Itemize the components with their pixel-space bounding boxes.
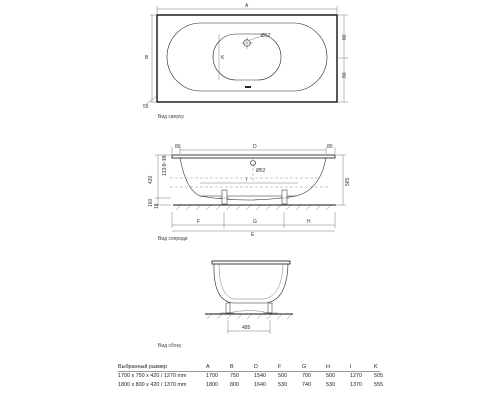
cell-k: 555 xyxy=(374,382,383,388)
header-d: D xyxy=(254,364,258,370)
header-a: A xyxy=(206,364,210,370)
k-dimension-label: K xyxy=(221,55,225,61)
cell-h: 530 xyxy=(326,382,335,388)
h-dimension-label: H xyxy=(307,219,311,225)
header-selected-size: Выбранный размер xyxy=(118,364,167,370)
front-view xyxy=(148,144,351,242)
side-body xyxy=(214,264,288,303)
tub-inner-basin xyxy=(167,23,327,91)
table-row xyxy=(118,373,398,382)
cell-i: 1270 xyxy=(350,373,362,379)
specs-table xyxy=(118,364,398,391)
top-view xyxy=(143,3,348,120)
row-size: 1800 x 800 x 420 / 1370 mm xyxy=(118,382,187,388)
front-dim-565: 565 xyxy=(345,177,351,186)
front-rim xyxy=(172,155,335,158)
side-leg-left xyxy=(226,303,230,313)
header-i: I xyxy=(350,364,352,370)
cell-d: 1640 xyxy=(254,382,266,388)
header-f: F xyxy=(278,364,282,370)
side-dim-485: 485 xyxy=(242,325,251,331)
right-dim-80-bottom: 80 xyxy=(342,72,348,78)
row-size: 1700 x 750 x 420 / 1270 mm xyxy=(118,373,187,379)
side-view-caption: Вид сбоку xyxy=(158,343,182,349)
front-dim-133-5: 133,5 xyxy=(162,163,168,176)
front-leg-right xyxy=(282,190,287,204)
e-dimension-label: E xyxy=(251,232,255,238)
cell-i: 1370 xyxy=(350,382,362,388)
cell-d: 1540 xyxy=(254,373,266,379)
cell-h: 500 xyxy=(326,373,335,379)
front-dim-80-left: 80 xyxy=(175,144,181,150)
cell-k: 505 xyxy=(374,373,383,379)
drain-diameter-label: Ø52 xyxy=(261,33,271,39)
a-dimension-label: A xyxy=(245,3,249,9)
cell-a: 1800 xyxy=(206,382,218,388)
b-dimension-label: B xyxy=(145,55,149,61)
header-h: H xyxy=(326,364,330,370)
cell-a: 1700 xyxy=(206,373,218,379)
right-dim-80-top: 80 xyxy=(342,34,348,40)
corner-dim-55: 55 xyxy=(143,104,149,110)
f-dimension-label: F xyxy=(197,219,201,225)
front-overflow-diameter: Ø52 xyxy=(256,168,266,174)
side-rim xyxy=(212,261,290,264)
table-header-row xyxy=(118,364,398,373)
side-view xyxy=(158,261,293,349)
floor-hatch xyxy=(176,205,331,210)
g-dimension-label: G xyxy=(253,219,257,225)
front-dim-160: 160 xyxy=(148,198,154,207)
front-view-caption: Вид спереди xyxy=(158,236,188,242)
cell-b: 800 xyxy=(230,382,239,388)
cell-g: 740 xyxy=(302,382,311,388)
top-view-caption: Вид сверху xyxy=(158,114,185,120)
front-dim-420: 420 xyxy=(148,175,154,184)
table-row xyxy=(118,382,398,391)
header-g: G xyxy=(302,364,307,370)
overflow-mark xyxy=(245,86,251,88)
cell-f: 530 xyxy=(278,382,287,388)
front-dim-18: 18 xyxy=(154,203,160,209)
side-floor-hatch xyxy=(207,314,292,319)
front-dim-15: 15 xyxy=(162,155,168,161)
front-dim-80-right: 80 xyxy=(327,144,333,150)
i-dimension-label: I xyxy=(246,177,248,183)
header-b: B xyxy=(230,364,234,370)
side-leg-right xyxy=(268,303,272,313)
d-dimension-label: D xyxy=(253,144,257,150)
front-leg-left xyxy=(222,190,227,204)
cell-f: 500 xyxy=(278,373,287,379)
header-k: K xyxy=(374,364,378,370)
cell-g: 700 xyxy=(302,373,311,379)
tub-outer-rim xyxy=(157,15,337,102)
cell-b: 750 xyxy=(230,373,239,379)
